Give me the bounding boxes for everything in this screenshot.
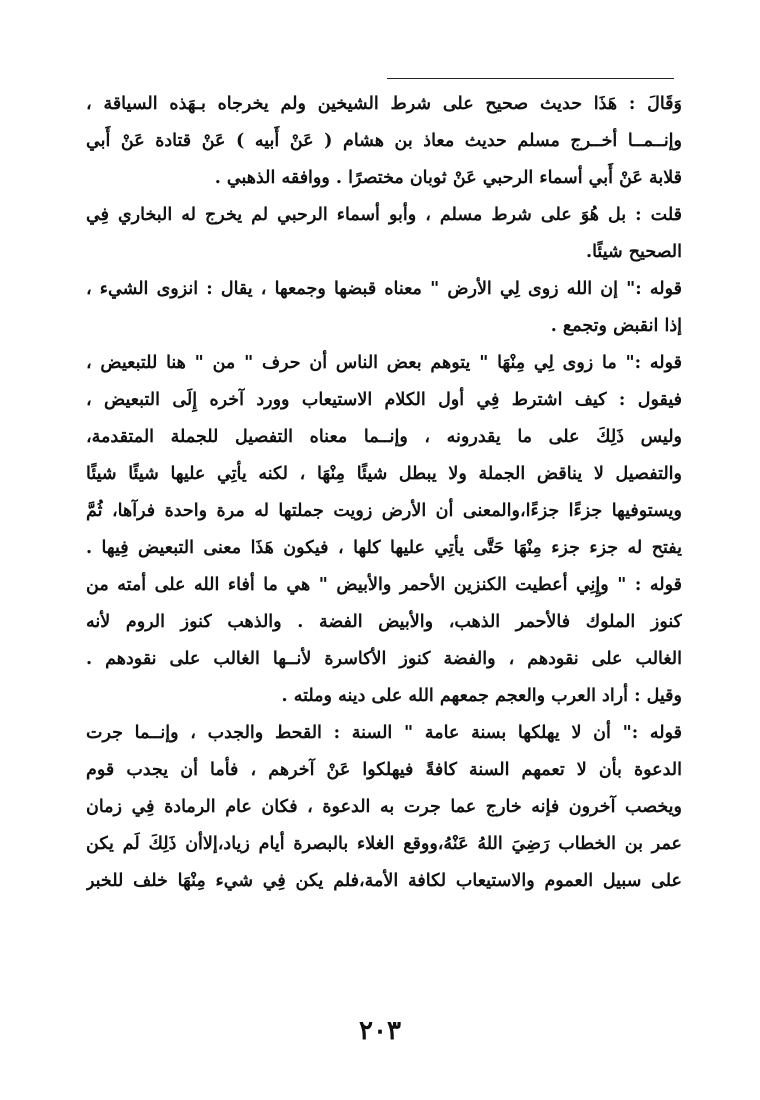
text-line: ويخصب آخرون فإنه خارج عما جرت به الدعوة ، فكان عام الرمادة فِي زمان [86, 797, 682, 817]
text-line: قلت : بل هُوَ على شرط مسلم ، وأبو أسماء الرحبي لم يخرج له البخاري فِي [86, 205, 682, 225]
text-line: فيقول : كيف اشترط فِي أول الكلام الاستيعاب وورد آخره إِلَى التبعيض ، [86, 390, 682, 410]
text-line: الدعوة بأن لا تعمهم السنة كافةً فيهلكوا عَنْ آخرهم ، فأما أن يجدب قوم [86, 760, 682, 780]
body-text [86, 86, 682, 900]
text-line: عمر بن الخطاب رَضِيَ اللهُ عَنْهُ،ووقع الغلاء بالبصرة أيام زياد،إلاأن ذَلِكَ لَم يكن [86, 834, 682, 854]
text-line: يفتح له جزء جزء مِنْهَا حَتَّى يأتِي عليها كلها ، فيكون هَذَا معنى التبعيض فِيها . [86, 538, 682, 558]
text-line: وإنــمــا أخــرج مسلم حديث معاذ بن هشام ( عَنْ أَبيه ) عَنْ قتادة عَنْ أَبي [86, 131, 682, 151]
text-line: كنوز الملوك فالأحمر الذهب، والأبيض الفضة . والذهب كنوز الروم لأنه [86, 612, 682, 632]
text-line: قوله :" ما زوى لِي مِنْهَا " يتوهم بعض الناس أن حرف " من " هنا للتبعيض ، [86, 353, 682, 373]
text-line: وقيل : أراد العرب والعجم جمعهم الله على دينه وملته . [281, 686, 682, 706]
text-line: الغالب على نقودهم ، والفضة كنوز الأكاسرة لأنــها الغالب على نقودهم . [86, 649, 682, 669]
footnote-separator-rule [387, 78, 674, 79]
text-line: وليس ذَلِكَ على ما يقدرونه ، وإنــما معناه التفصيل للجملة المتقدمة، [86, 427, 682, 447]
text-line: قوله :" إن الله زوى لِي الأرض " معناه قبضها وجمعها ، يقال : انزوى الشيء ، [86, 279, 682, 299]
text-line: ويستوفيها جزءًا جزءًا،والمعنى أن الأرض زويت جملتها له مرة واحدة فرآها، ثُمَّ [86, 501, 682, 521]
text-line: قوله :" أن لا يهلكها بسنة عامة " السنة : القحط والجدب ، وإنــما جرت [86, 723, 682, 743]
page-number: ٢٠٣ [359, 1016, 401, 1046]
text-line: قوله : " وإِنِي أعطيت الكنزين الأحمر والأبيض " هي ما أفاء الله على أمته من [86, 575, 682, 595]
text-line: على سبيل العموم والاستيعاب لكافة الأمة،فلم يكن فِي شيء مِنْهَا خلف للخبر [86, 871, 682, 891]
text-line: والتفصيل لا يناقض الجملة ولا يبطل شيئًا مِنْهَا ، لكنه يأتِي عليها شيئًا شيئًا [86, 464, 682, 484]
text-line: قلابة عَنْ أَبي أسماء الرحبي عَنْ ثوبان مختصرًا . ووافقه الذهبي . [214, 168, 682, 188]
text-line: وَقَالَ : هَذَا حديث صحيح على شرط الشيخين ولم يخرجاه بـهَذه السياقة ، [86, 94, 682, 114]
text-line: إذا انقبض وتجمع . [550, 316, 682, 336]
text-line: الصحيح شيئًا. [586, 242, 682, 262]
